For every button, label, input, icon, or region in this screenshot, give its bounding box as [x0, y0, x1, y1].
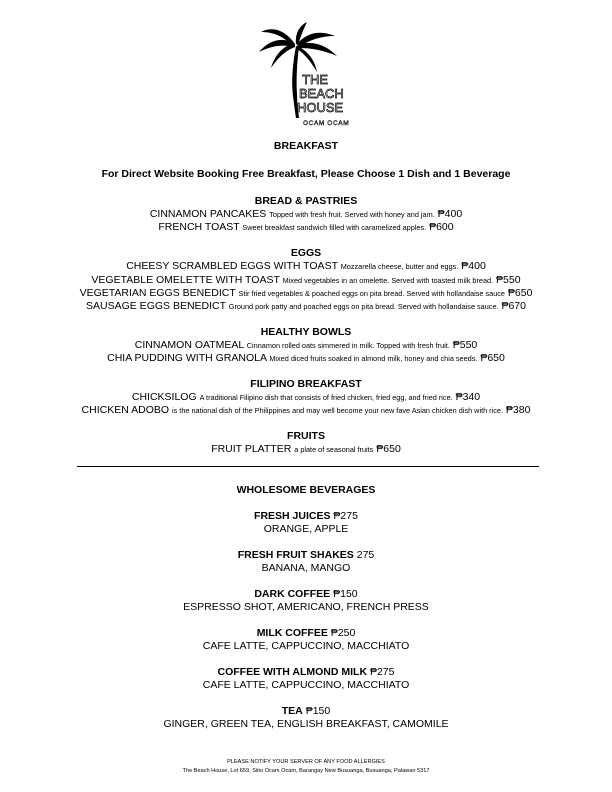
beverage-name: FRESH FRUIT SHAKES — [237, 549, 354, 561]
item-desc: Stir fried vegetables & poached eggs on pita bread. Served with hollandaise sauce — [238, 289, 505, 298]
beverage-group-heading — [0, 627, 612, 639]
beverage-group-heading — [0, 510, 612, 522]
item-price: ₱380 — [505, 404, 531, 416]
beverage-options: ORANGE, APPLE — [263, 523, 349, 535]
beverage-options: GINGER, GREEN TEA, ENGLISH BREAKFAST, CAMOMILE — [163, 718, 449, 730]
beverage-price: ₱275 — [369, 666, 395, 678]
menu-item — [0, 287, 612, 299]
beverage-name: FRESH JUICES — [254, 510, 331, 522]
item-desc: is the national dish of the Philippines and may well become your new fave Asian chicken dish with rice. — [172, 406, 503, 415]
item-desc: Sweet breakfast sandwich filled with caramelized apples. — [242, 223, 427, 232]
menu-item — [0, 208, 612, 220]
svg-text:BEACH: BEACH — [299, 86, 344, 101]
item-desc: a plate of seasonal fruits — [294, 445, 374, 454]
item-price: ₱400 — [437, 208, 463, 220]
beverage-price: ₱150 — [333, 588, 358, 600]
item-price: ₱650 — [480, 352, 505, 364]
beverage-name: MILK COFFEE — [256, 627, 328, 639]
section-heading-healthy-bowls: HEALTHY BOWLS — [260, 326, 352, 338]
menu-item — [0, 260, 612, 272]
svg-text:HOUSE: HOUSE — [297, 100, 344, 115]
beverage-price: ₱275 — [333, 510, 358, 522]
menu-subtitle: For Direct Website Booking Free Breakfast, Please Choose 1 Dish and 1 Beverage — [101, 168, 511, 180]
item-price: ₱600 — [429, 221, 454, 233]
section-heading-filipino-breakfast: FILIPINO BREAKFAST — [250, 378, 362, 390]
menu-item — [0, 404, 612, 416]
item-name: VEGETARIAN EGGS BENEDICT — [79, 287, 236, 299]
item-desc: Topped with fresh fruit. Served with honey and jam. — [269, 210, 435, 219]
menu-item — [0, 300, 612, 312]
svg-text:THE: THE — [302, 72, 328, 87]
palm-tree-icon — [255, 22, 355, 130]
item-price: ₱550 — [452, 339, 478, 351]
item-name: CHIA PUDDING WITH GRANOLA — [107, 352, 267, 364]
item-price: ₱550 — [496, 274, 521, 286]
beverages-title: WHOLESOME BEVERAGES — [236, 484, 376, 496]
beverage-group-heading — [0, 705, 612, 717]
item-name: FRUIT PLATTER — [211, 443, 292, 455]
item-desc: Mozzarella cheese, butter and eggs. — [340, 262, 459, 271]
menu-item — [0, 443, 612, 455]
item-price: ₱670 — [501, 300, 526, 312]
item-desc: Mixed vegetables in an omelette. Served with toasted milk bread. — [282, 276, 494, 285]
menu-item — [0, 339, 612, 351]
section-divider — [77, 466, 539, 467]
beverage-options: ESPRESSO SHOT, AMERICANO, FRENCH PRESS — [183, 601, 429, 613]
beverage-options: BANANA, MANGO — [261, 562, 351, 574]
menu-item — [0, 221, 612, 233]
item-name: CHEESY SCRAMBLED EGGS WITH TOAST — [126, 260, 338, 272]
beverage-price: ₱250 — [330, 627, 356, 639]
menu-item — [0, 274, 612, 286]
footer-address: The Beach House, Lot 659, Sitio Ocam Ocam, Barangay New Busuanga, Busuanga, Palawan 5317 — [182, 768, 430, 774]
beverage-name: DARK COFFEE — [254, 588, 331, 600]
item-price: ₱340 — [455, 391, 481, 403]
item-name: CINNAMON PANCAKES — [149, 208, 267, 220]
beverage-group-heading — [0, 666, 612, 678]
item-price: ₱650 — [376, 443, 401, 455]
item-name: SAUSAGE EGGS BENEDICT — [86, 300, 226, 312]
item-price: ₱650 — [507, 287, 533, 299]
item-name: CHICKSILOG — [131, 391, 197, 403]
beverage-price: ₱150 — [305, 705, 331, 717]
svg-text:OCAM OCAM: OCAM OCAM — [303, 120, 350, 127]
item-desc: Ground pork patty and poached eggs on pita bread. Served with hollandaise sauce. — [228, 302, 499, 311]
section-heading-fruits: FRUITS — [287, 430, 325, 442]
beverage-options: CAFE LATTE, CAPPUCCINO, MACCHIATO — [202, 679, 410, 691]
item-name: FRENCH TOAST — [158, 221, 240, 233]
beach-house-logo — [255, 22, 355, 130]
item-name: CINNAMON OATMEAL — [134, 339, 244, 351]
menu-item — [0, 391, 612, 403]
item-desc: A traditional Filipino dish that consists of fried chicken, fried egg, and fried rice. — [199, 393, 453, 402]
item-desc: Mixed diced fruits soaked in almond milk, honey and chia seeds. — [269, 354, 478, 363]
beverage-price: 275 — [356, 549, 375, 561]
item-desc: Cinnamon rolled oats simmered in milk. Topped with fresh fruit. — [246, 341, 450, 350]
allergy-notice: PLEASE NOTIFY YOUR SERVER OF ANY FOOD ALLERGIES — [227, 759, 385, 765]
menu-item — [0, 352, 612, 364]
section-heading-bread-pastries: BREAD & PASTRIES — [254, 195, 358, 207]
menu-title: BREAKFAST — [273, 140, 339, 152]
item-price: ₱400 — [461, 260, 486, 272]
item-name: CHICKEN ADOBO — [81, 404, 170, 416]
beverage-group-heading — [0, 549, 612, 561]
beverage-name: COFFEE WITH ALMOND MILK — [217, 666, 368, 678]
beverage-options: CAFE LATTE, CAPPUCCINO, MACCHIATO — [202, 640, 410, 652]
beverage-name: TEA — [281, 705, 303, 717]
section-heading-eggs: EGGS — [290, 247, 322, 259]
beverage-group-heading — [0, 588, 612, 600]
item-name: VEGETABLE OMELETTE WITH TOAST — [91, 274, 280, 286]
